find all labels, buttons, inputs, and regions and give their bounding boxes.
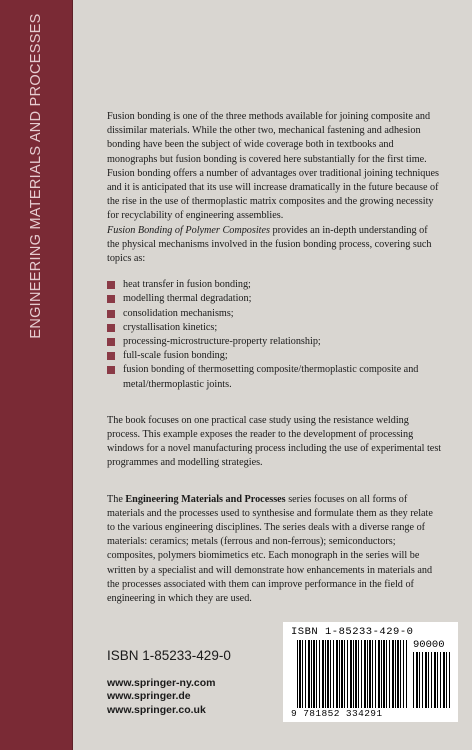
list-item: crystallisation kinetics; bbox=[107, 321, 442, 335]
intro-2-text: provides an in-depth understanding of the physical mechanisms involved in the fusion bonding process, covering such topics as: bbox=[107, 224, 432, 265]
series-title: ENGINEERING MATERIALS AND PROCESSES bbox=[28, 13, 44, 339]
barcode-ean: 9 781852 334291 bbox=[291, 708, 383, 719]
intro-paragraph: Fusion bonding is one of the three methods available for joining composite and dissimilar materials. While the other two, mechanical fastening and adhesion bonding have been the subject of wide coverage both in textbooks and monographs but fusion bonding is covered here substantially for the first time. Fusion bonding offers a number of advantages over traditional joining techniques and it is anticipated that its use will increase dramatically in the future because of the rise in the use of thermoplastic matrix composites and the growing necessity for recyclability of engineering assemblies. bbox=[107, 111, 439, 222]
intro-paragraph-2 bbox=[107, 224, 442, 267]
barcode-isbn: ISBN 1-85233-429-0 bbox=[291, 626, 414, 638]
book-spine bbox=[0, 0, 73, 750]
series-paragraph bbox=[107, 493, 442, 607]
url-ny: www.springer-ny.com bbox=[107, 677, 216, 689]
series-text: series focuses on all forms of materials and the processes used to synthesise and formulate them as they relate to the various engineering disciplines. The series deals with a diverse range of materials: ceramics; metals (ferrous and non-ferrous); semiconductors; composites, polymers biomimetics etc. Each monograph in the series will be written by a specialist and will demonstrate how enhancements in materials and the processes associated with them can improve performance in the field of engineering in which they are used. bbox=[107, 493, 433, 605]
series-name: Engineering Materials and Processes bbox=[125, 493, 286, 505]
series-lead: The bbox=[107, 493, 126, 505]
list-item: processing-microstructure-property relationship; bbox=[107, 335, 442, 349]
url-uk: www.springer.co.uk bbox=[107, 703, 206, 716]
topic-list bbox=[107, 278, 442, 392]
list-item: modelling thermal degradation; bbox=[107, 292, 442, 306]
isbn: ISBN 1-85233-429-0 bbox=[107, 648, 231, 663]
list-item: fusion bonding of thermosetting composite/thermoplastic composite and metal/thermoplastic joints. bbox=[107, 363, 442, 391]
list-item: full-scale fusion bonding; bbox=[107, 349, 442, 363]
list-item: consolidation mechanisms; bbox=[107, 307, 442, 321]
url-de: www.springer.de bbox=[107, 690, 191, 703]
back-cover-text bbox=[107, 110, 442, 606]
barcode-bars bbox=[297, 640, 407, 708]
book-title: Fusion Bonding of Polymer Composites bbox=[107, 224, 270, 236]
barcode bbox=[283, 622, 458, 722]
case-study-paragraph: The book focuses on one practical case study using the resistance welding process. This example exposes the reader to the development of processing windows for a novel manufacturing process including the use of experimental test programmes and modelling strategies. bbox=[107, 414, 442, 469]
barcode-price-code: 90000 bbox=[413, 639, 445, 651]
publisher-urls bbox=[107, 677, 216, 717]
barcode-addon-bars bbox=[413, 652, 451, 708]
list-item: heat transfer in fusion bonding; bbox=[107, 278, 442, 292]
